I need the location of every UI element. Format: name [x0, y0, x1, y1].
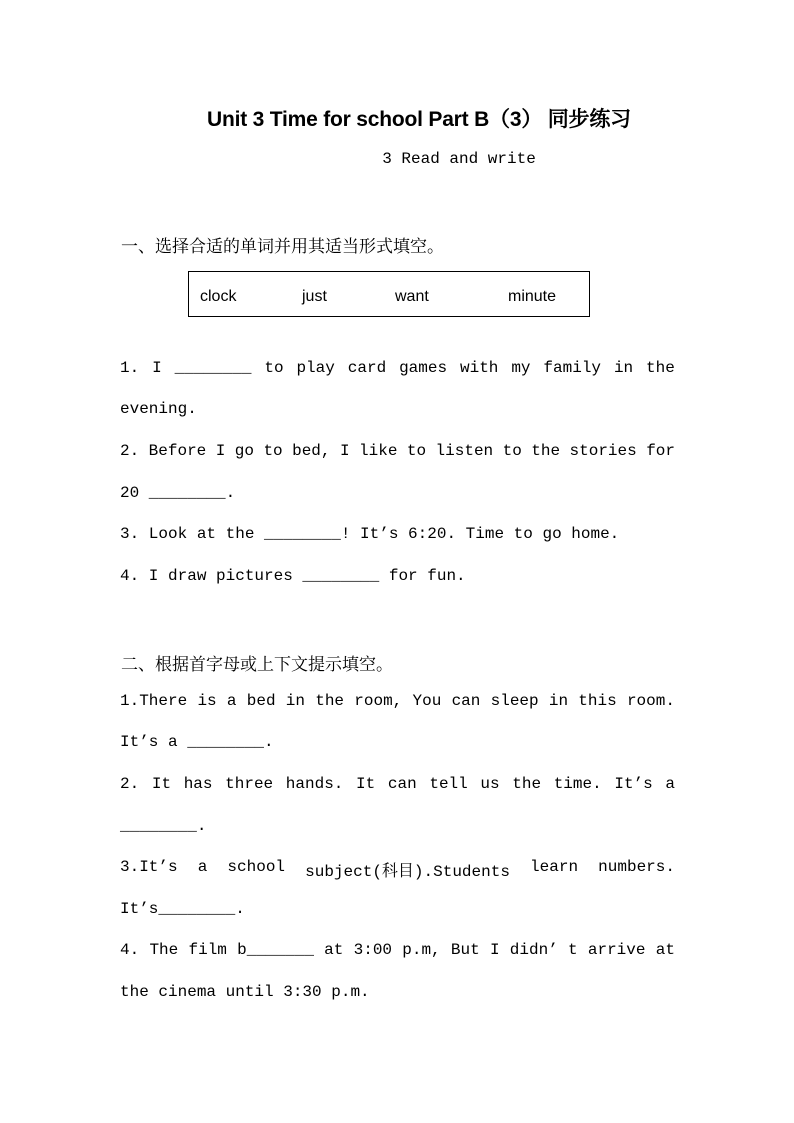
s1-q2-line1: 2. Before I go to bed, I like to listen to the stories for	[120, 442, 675, 460]
word-bank	[188, 271, 590, 317]
word-bank-item: minute	[508, 288, 557, 305]
word-bank-item: just	[302, 288, 327, 305]
s2-q2-line1: 2. It has three hands. It can tell us the time. It’s a	[120, 775, 675, 793]
s2-q1-line2: It’s a ________.	[120, 733, 274, 751]
word-bank-item: clock	[200, 288, 237, 305]
s2-q2-line2: ________.	[120, 817, 207, 835]
page-title: Unit 3 Time for school Part B（3） 同步练习	[207, 108, 631, 131]
s1-q3-line1: 3. Look at the ________! It’s 6:20. Time to go home.	[120, 525, 620, 543]
s1-q2-line2: 20 ________.	[120, 484, 236, 502]
s2-q3-line2: It’s________.	[120, 900, 245, 918]
page-subtitle: 3 Read and write	[382, 150, 536, 168]
s2-q4-line2: the cinema until 3:30 p.m.	[120, 983, 370, 1001]
s2-q3-line1: 3.It’s a school subject(科目).Students learn numbers.	[120, 858, 675, 881]
word-bank-item: want	[395, 288, 429, 305]
s2-q4-line1: 4. The film b_______ at 3:00 p.m, But I didn’ t arrive at	[120, 941, 675, 959]
s1-q4-line1: 4. I draw pictures ________ for fun.	[120, 567, 466, 585]
s1-q1-line1: 1. I ________ to play card games with my family in the	[120, 359, 675, 377]
section2-heading: 二、根据首字母或上下文提示填空。	[121, 655, 393, 675]
s1-q1-line2: evening.	[120, 400, 197, 418]
s2-q1-line1: 1.There is a bed in the room, You can sleep in this room.	[120, 692, 675, 710]
section1-heading: 一、选择合适的单词并用其适当形式填空。	[121, 237, 444, 257]
